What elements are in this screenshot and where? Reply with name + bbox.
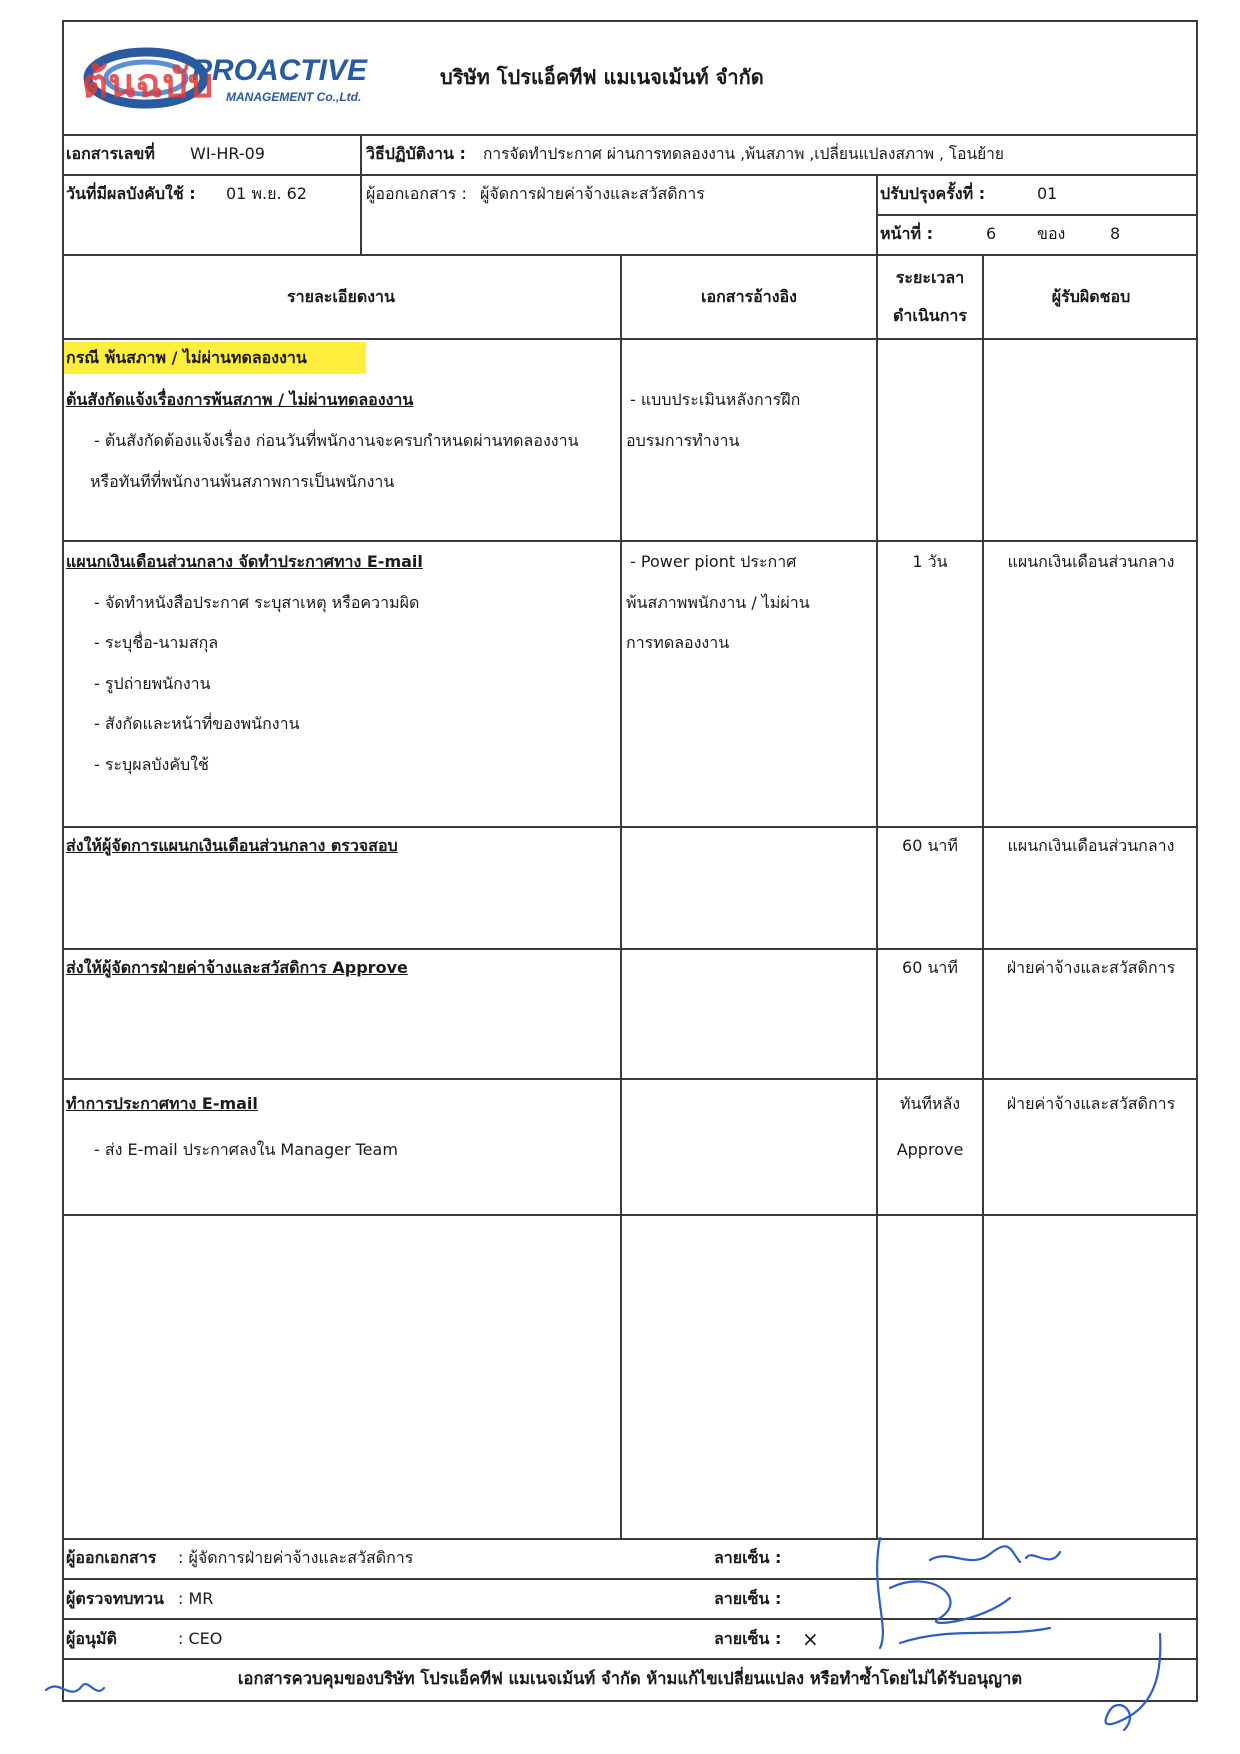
row2-ref1: - Power piont ประกาศ — [630, 552, 797, 571]
row4-title: ส่งให้ผู้จัดการฝ่ายค่าจ้างและสวัสดิการ Approve — [66, 958, 408, 977]
row1-ref2: อบรมการทำงาน — [626, 431, 740, 450]
row3-duration: 60 นาที — [902, 836, 958, 855]
row1-title: ต้นสังกัดแจ้งเรื่องการพ้นสภาพ / ไม่ผ่านทดลองงาน — [66, 390, 414, 409]
revision-label: ปรับปรุงครั้งที่ : — [880, 184, 986, 203]
page-label: หน้าที่ : — [880, 224, 933, 243]
footer-issuer-value: : ผู้จัดการฝ่ายค่าจ้างและสวัสดิการ — [178, 1548, 414, 1567]
revision-value: 01 — [1037, 184, 1058, 203]
footer-approver-signature-label: ลายเซ็น : — [714, 1629, 782, 1648]
control-notice: เอกสารควบคุมของบริษัท โปรแอ็คทีฟ แมเนจเม้นท์ จำกัด ห้ามแก้ไขเปลี่ยนแปลง หรือทำซ้ำโดยไม่ได้รับอนุญาต — [237, 1669, 1023, 1688]
footer-approver-value: : CEO — [178, 1629, 223, 1648]
row2-owner: แผนกเงินเดือนส่วนกลาง — [1007, 552, 1175, 571]
row4-duration: 60 นาที — [902, 958, 958, 977]
row3-owner: แผนกเงินเดือนส่วนกลาง — [1007, 836, 1175, 855]
row5-title: ทำการประกาศทาง E-mail — [66, 1094, 258, 1113]
effective-date-label: วันที่มีผลบังคับใช้ : — [66, 184, 196, 203]
bottom-right-signature — [1090, 1630, 1170, 1740]
header-reference: เอกสารอ้างอิง — [701, 287, 797, 306]
row2-ref3: การทดลองงาน — [626, 633, 730, 652]
case-title: กรณี พ้นสภาพ / ไม่ผ่านทดลองงาน — [64, 342, 366, 374]
page-total: 8 — [1110, 224, 1121, 243]
row5-duration-line1: ทันทีหลัง — [899, 1094, 961, 1113]
footer-issuer-signature-label: ลายเซ็น : — [714, 1548, 782, 1567]
row1-line1: - ต้นสังกัดต้องแจ้งเรื่อง ก่อนวันที่พนักงานจะครบกำหนดผ่านทดลองงาน — [94, 431, 579, 450]
procedure-value: การจัดทำประกาศ ผ่านการทดลองงาน ,พ้นสภาพ ,เปลี่ยนแปลงสภาพ , โอนย้าย — [483, 145, 1004, 163]
company-name: บริษัท โปรแอ็คทีฟ แมเนจเม้นท์ จำกัด — [440, 65, 764, 89]
row1-ref1: - แบบประเมินหลังการฝึก — [630, 390, 801, 409]
header-detail: รายละเอียดงาน — [287, 287, 395, 306]
row2-line1: - จัดทำหนังสือประกาศ ระบุสาเหตุ หรือความผิด — [94, 593, 420, 612]
procedure-label: วิธีปฏิบัติงาน : — [366, 144, 466, 163]
header-owner: ผู้รับผิดชอบ — [1051, 287, 1131, 306]
footer-reviewer-label: ผู้ตรวจทบทวน — [66, 1589, 164, 1608]
header-duration-line2: ดำเนินการ — [893, 306, 967, 325]
original-stamp: ต้นฉบับ — [82, 61, 214, 107]
corner-initials — [40, 1668, 110, 1708]
row1-line2: หรือทันทีที่พนักงานพ้นสภาพการเป็นพนักงาน — [90, 472, 395, 491]
row2-line5: - ระบุผลบังคับใช้ — [94, 755, 209, 774]
row5-duration-line2: Approve — [896, 1140, 964, 1159]
row2-title: แผนกเงินเดือนส่วนกลาง จัดทำประกาศทาง E-mail — [66, 552, 423, 571]
row3-title: ส่งให้ผู้จัดการแผนกเงินเดือนส่วนกลาง ตรวจสอบ — [66, 836, 398, 855]
row2-duration: 1 วัน — [912, 552, 948, 571]
doc-number-label: เอกสารเลขที่ — [66, 144, 155, 163]
row2-ref2: พ้นสภาพพนักงาน / ไม่ผ่าน — [626, 593, 810, 612]
footer-reviewer-value: : MR — [178, 1589, 214, 1608]
footer-issuer-label: ผู้ออกเอกสาร — [66, 1548, 157, 1567]
reviewer-signature — [860, 1528, 1080, 1658]
footer-approver-label: ผู้อนุมัติ — [66, 1629, 117, 1648]
page-number: 6 — [986, 224, 997, 243]
row2-line2: - ระบุชื่อ-นามสกุล — [94, 633, 219, 652]
header-duration-line1: ระยะเวลา — [895, 268, 965, 287]
row4-owner: ฝ่ายค่าจ้างและสวัสดิการ — [1006, 958, 1176, 977]
page-of-label: ของ — [1037, 224, 1066, 243]
row5-owner: ฝ่ายค่าจ้างและสวัสดิการ — [1006, 1094, 1176, 1113]
approver-x-mark: × — [802, 1627, 819, 1651]
effective-date-value: 01 พ.ย. 62 — [226, 184, 307, 203]
document-frame — [62, 20, 1198, 1702]
logo-sub-text: MANAGEMENT Co.,Ltd. — [226, 90, 362, 104]
row5-line1: - ส่ง E-mail ประกาศลงใน Manager Team — [94, 1140, 398, 1159]
issuer-value: ผู้จัดการฝ่ายค่าจ้างและสวัสดิการ — [480, 184, 705, 203]
doc-number-value: WI-HR-09 — [190, 144, 265, 163]
issuer-label: ผู้ออกเอกสาร : — [366, 184, 467, 203]
row2-line3: - รูปถ่ายพนักงาน — [94, 674, 211, 693]
row2-line4: - สังกัดและหน้าที่ของพนักงาน — [94, 714, 300, 733]
company-logo — [76, 38, 368, 118]
logo-main-text: PROACTIVE — [192, 54, 368, 87]
footer-reviewer-signature-label: ลายเซ็น : — [714, 1589, 782, 1608]
